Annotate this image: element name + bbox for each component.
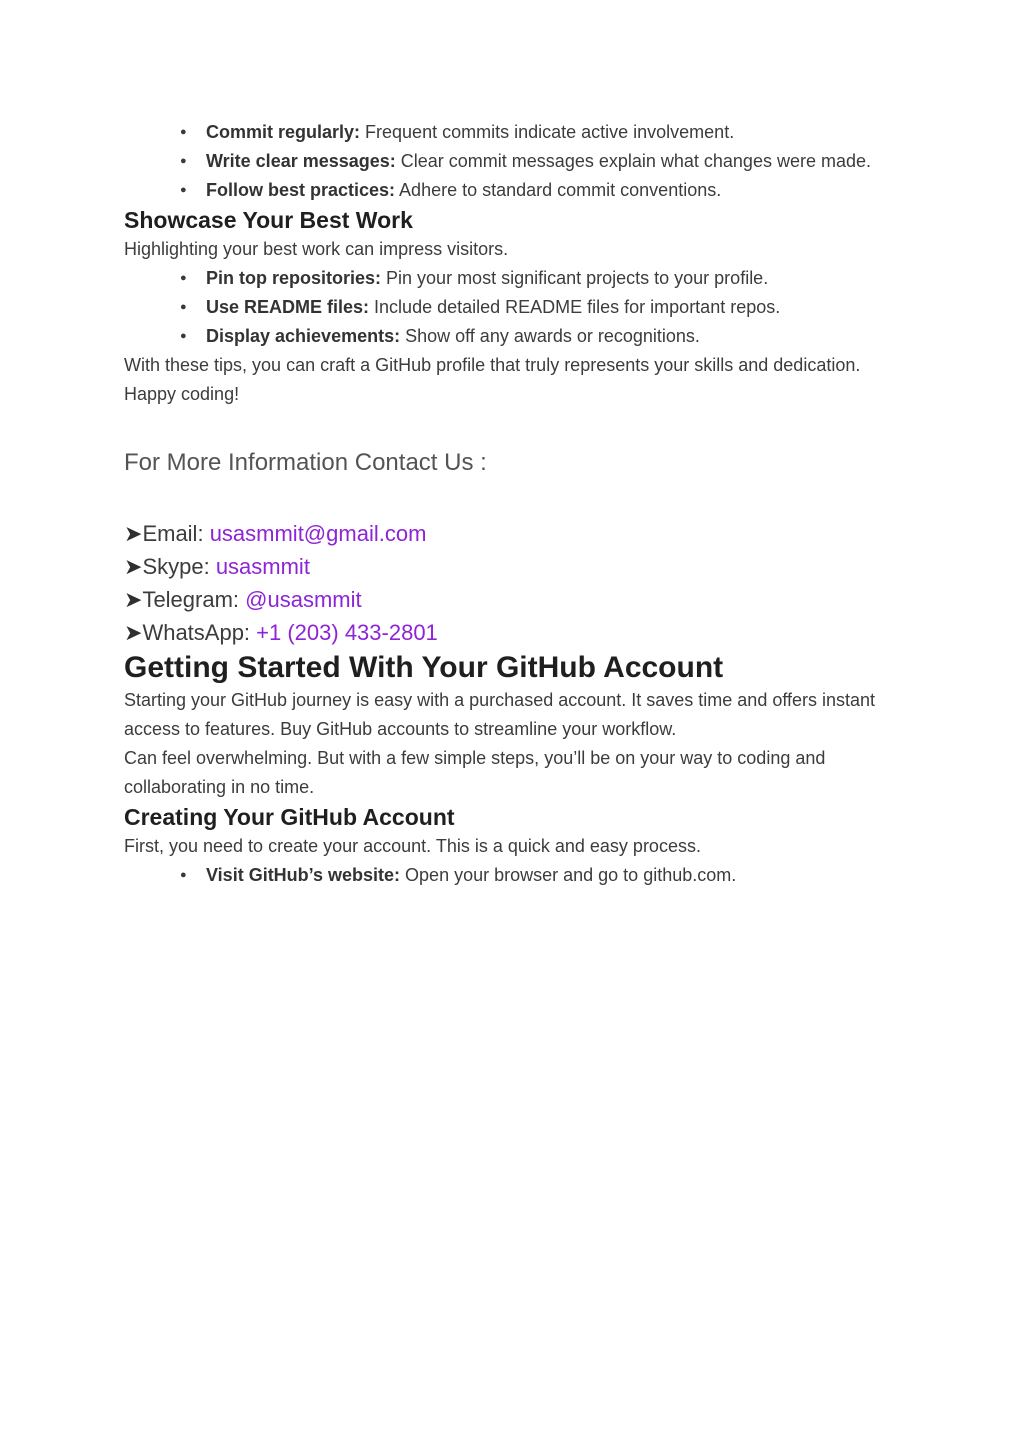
list-item [206, 176, 890, 205]
arrow-bullet-icon: ➤ [124, 620, 143, 645]
contact-line-telegram [124, 583, 890, 616]
list-item-text: Open your browser and go to github.com. [400, 865, 737, 885]
list-item [206, 264, 890, 293]
contact-label: Email: [142, 521, 210, 546]
list-item-text: Pin your most significant projects to your profile. [381, 268, 769, 288]
list-item-text: Adhere to standard commit conventions. [395, 180, 722, 200]
getting-started-paragraph-1: Starting your GitHub journey is easy with a purchased account. It saves time and offers instant access to features. Buy GitHub accounts to streamline your workflow. [124, 690, 876, 739]
contact-list [124, 517, 890, 649]
list-item-label: Use README files: [206, 297, 370, 317]
list-item [206, 861, 890, 890]
contact-label: Telegram: [142, 587, 246, 612]
contact-heading: For More Information Contact Us : [124, 449, 487, 476]
showcase-tips-list [124, 264, 890, 351]
email-link[interactable]: usasmmit@gmail.com [209, 521, 427, 546]
list-item-label: Follow best practices: [206, 180, 396, 200]
list-item-text: Show off any awards or recognitions. [400, 326, 700, 346]
list-item-label: Visit GitHub’s website: [206, 865, 401, 885]
section-heading-creating-account: Creating Your GitHub Account [124, 804, 455, 830]
contact-label: Skype: [142, 554, 216, 579]
arrow-bullet-icon: ➤ [124, 554, 143, 579]
showcase-outro-paragraph: With these tips, you can craft a GitHub profile that truly represents your skills and dedication. Happy coding! [124, 355, 861, 404]
arrow-bullet-icon: ➤ [124, 521, 143, 546]
list-item [206, 293, 890, 322]
creating-intro-paragraph: First, you need to create your account. This is a quick and easy process. [124, 836, 701, 856]
list-item [206, 147, 890, 176]
list-item-label: Commit regularly: [206, 122, 361, 142]
contact-line-whatsapp [124, 616, 890, 649]
list-item-text: Include detailed README files for important repos. [369, 297, 781, 317]
commit-tips-list [124, 118, 890, 205]
section-heading-showcase: Showcase Your Best Work [124, 207, 413, 233]
showcase-intro-paragraph: Highlighting your best work can impress visitors. [124, 239, 509, 259]
list-item [206, 118, 890, 147]
getting-started-paragraph-2: Can feel overwhelming. But with a few simple steps, you’ll be on your way to coding and collaborating in no time. [124, 748, 826, 797]
list-item-label: Display achievements: [206, 326, 401, 346]
telegram-link[interactable]: @usasmmit [245, 587, 362, 612]
list-item [206, 322, 890, 351]
list-item-text: Frequent commits indicate active involvement. [360, 122, 735, 142]
page-title-getting-started: Getting Started With Your GitHub Account [124, 651, 724, 684]
creating-steps-list [124, 861, 890, 890]
list-item-label: Write clear messages: [206, 151, 396, 171]
contact-label: WhatsApp: [142, 620, 257, 645]
arrow-bullet-icon: ➤ [124, 587, 143, 612]
skype-link[interactable]: usasmmit [215, 554, 310, 579]
list-item-text: Clear commit messages explain what changes were made. [395, 151, 871, 171]
contact-line-email [124, 517, 890, 550]
contact-line-skype [124, 550, 890, 583]
whatsapp-link[interactable]: +1 (203) 433-2801 [256, 620, 438, 645]
list-item-label: Pin top repositories: [206, 268, 382, 288]
